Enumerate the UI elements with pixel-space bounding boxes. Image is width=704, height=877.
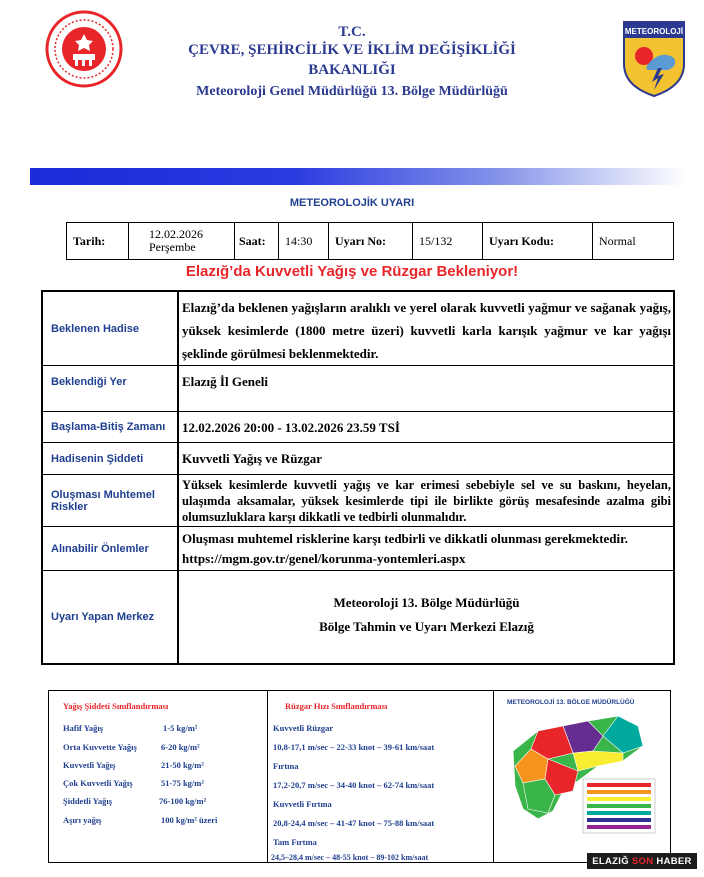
row-value: Oluşması muhtemel risklerine karşı tedbirli ve dikkatli olunması gerekmektedir.	[182, 531, 628, 546]
row-label: Başlama-Bitiş Zamanı	[43, 412, 179, 442]
region-map-panel	[493, 691, 670, 862]
rain-classification	[49, 691, 268, 862]
brand-part-2: SON	[631, 855, 654, 867]
row-value: Elazığ’da beklenen yağışların aralıklı ve yerel olarak kuvvetli yağmur ve sağanak yağış, yüksek kesimlerde (1800 metre üzeri) kuvvetli karla karışık yağmur ve kar yağışı şeklinde görülmesi beklenmektedir.	[182, 300, 671, 361]
legend-color-bar	[587, 811, 651, 815]
map-title: METEOROLOJİ 13. BÖLGE MÜDÜRLÜĞÜ	[507, 699, 635, 706]
rain-item-name: Şiddetli Yağış	[63, 796, 113, 806]
rain-item-range: 100 kg/m² üzeri	[161, 815, 218, 825]
time-label: Saat:	[235, 223, 279, 259]
legend-color-bar	[587, 804, 651, 808]
date-label: Tarih:	[67, 223, 129, 259]
row-label: Beklendiği Yer	[43, 366, 179, 411]
warning-code-value: Normal	[599, 233, 636, 248]
warning-headline: Elazığ’da Kuvvetli Yağış ve Rüzgar Bekleniyor!	[185, 263, 519, 280]
warning-details-table	[41, 290, 675, 665]
warning-title: METEOROLOJİK UYARI	[289, 197, 415, 209]
row-value-2: Bölge Tahmin ve Uyarı Merkezi Elazığ	[319, 619, 534, 634]
row-expected-event	[43, 292, 673, 366]
row-value: Yüksek kesimlerde kuvvetli yağış ve kar erimesi sebebiyle sel ve su baskını, heyelan, ulaşımda aksamalar, yüksek kesimlerde tipi ile birlikte görüş mesafesinde azalma gibi olumsuzluklara karşı dikkatli ve tedbirli olunmalıdır.	[182, 478, 671, 524]
wind-classification	[267, 691, 494, 862]
row-precautions	[43, 527, 673, 571]
row-severity	[43, 443, 673, 475]
wind-item-name: Fırtına	[273, 761, 299, 771]
rain-item-name: Aşırı yağış	[63, 815, 102, 825]
wind-item-name: Tam Fırtına	[273, 837, 317, 847]
rain-item-range: 76-100 kg/m²	[159, 796, 207, 806]
row-label: Uyarı Yapan Merkez	[43, 571, 179, 663]
date-value: 12.02.2026	[149, 227, 203, 241]
header-line-3: BAKANLIĞI	[308, 62, 396, 78]
wind-item-range: 17,2-20,7 m/sec – 34-40 knot – 62-74 km/saat	[273, 780, 435, 790]
wind-item-range: 10,8-17,1 m/sec – 22-33 knot – 39-61 km/saat	[273, 742, 435, 752]
row-value-block	[179, 527, 673, 570]
row-label: Oluşması Muhtemel Riskler	[43, 475, 179, 526]
row-value: Kuvvetli Yağış ve Rüzgar	[182, 451, 322, 466]
legend-color-bar	[587, 825, 651, 829]
row-start-end-time	[43, 412, 673, 443]
row-value: Meteoroloji 13. Bölge Müdürlüğü	[333, 595, 520, 610]
rain-item-range: 6-20 kg/m²	[161, 742, 200, 752]
row-location	[43, 366, 673, 412]
site-brand-badge	[587, 853, 697, 869]
day-value: Perşembe	[149, 240, 196, 254]
warning-no-value: 15/132	[413, 223, 483, 259]
region-map	[493, 691, 670, 862]
brand-part-3: HABER	[656, 855, 692, 867]
wind-item-range: 24,5–28,4 m/sec – 48-55 knot – 89-102 km/saat	[271, 853, 429, 862]
map-legend	[587, 783, 651, 832]
rain-item-name: Orta Kuvvette Yağış	[63, 742, 137, 752]
date-cell	[129, 223, 235, 259]
classification-box	[48, 690, 671, 863]
precautions-link[interactable]: https://mgm.gov.tr/genel/korunma-yontemleri.aspx	[182, 551, 466, 566]
header-line-2: ÇEVRE, ŞEHİRCİLİK VE İKLİM DEĞİŞİKLİĞİ	[188, 42, 516, 58]
legend-color-bar	[587, 790, 651, 794]
header-line-4: Meteoroloji Genel Müdürlüğü 13. Bölge Müdürlüğü	[196, 84, 508, 99]
warning-code-label: Uyarı Kodu:	[483, 223, 593, 259]
legend-color-bar	[587, 818, 651, 822]
wind-class-title: Rüzgar Hızı Sınıflandırması	[285, 701, 388, 711]
header-gradient-bar	[30, 168, 685, 185]
rain-item-range: 1-5 kg/m²	[163, 723, 198, 733]
row-value-block	[179, 571, 673, 663]
rain-item-name: Kuvvetli Yağış	[63, 760, 116, 770]
brand-part-1: ELAZIĞ	[592, 855, 629, 867]
rain-item-range: 21-50 kg/m²	[161, 760, 204, 770]
meteoroloji-logo	[620, 18, 688, 98]
time-value: 14:30	[279, 223, 329, 259]
wind-item-name: Kuvvetli Fırtına	[273, 799, 332, 809]
wind-item-range: 20,8-24,4 m/sec – 41-47 knot – 75-88 km/saat	[273, 818, 435, 828]
legend-color-bar	[587, 783, 651, 787]
warning-no-label: Uyarı No:	[329, 223, 413, 259]
rain-item-range: 51-75 kg/m²	[161, 778, 204, 788]
wind-item-name: Kuvvetli Rüzgar	[273, 723, 334, 733]
row-issuing-center	[43, 571, 673, 663]
row-value: Elazığ İl Geneli	[182, 374, 268, 389]
header-line-1: T.C.	[338, 24, 366, 40]
row-label: Beklenen Hadise	[43, 292, 179, 365]
rain-item-name: Hafif Yağış	[63, 723, 104, 733]
legend-color-bar	[587, 797, 651, 801]
row-value: 12.02.2026 20:00 - 13.02.2026 23.59 TSİ	[182, 420, 400, 435]
row-label: Hadisenin Şiddeti	[43, 443, 179, 474]
row-risks	[43, 475, 673, 527]
row-label: Alınabilir Önlemler	[43, 527, 179, 570]
rain-class-title: Yağış Şiddeti Sınıflandırması	[63, 701, 169, 711]
rain-item-name: Çok Kuvvetli Yağış	[63, 778, 133, 788]
logo-text: METEOROLOJİ	[624, 27, 684, 36]
warning-info-row	[66, 222, 674, 260]
